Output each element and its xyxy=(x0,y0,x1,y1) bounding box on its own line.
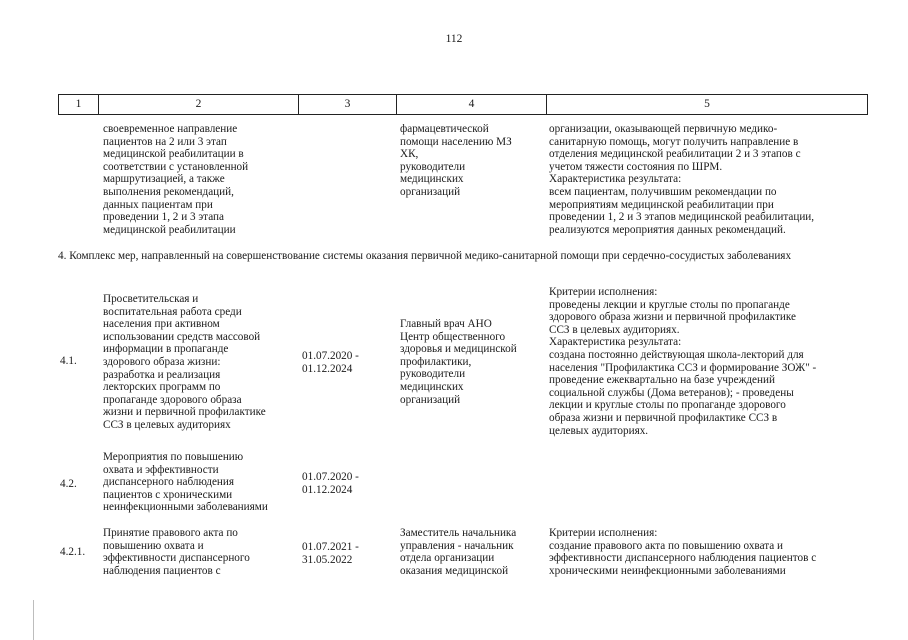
continued-row-col2: своевременное направление пациентов на 2 или 3 этап медицинской реабилитации в соответствии с установленной маршрутизацией, а также выполнения рекомендаций, данных пациентам при проведении 1, 2 и 3 этапа медицинской реабилитации xyxy=(103,123,249,236)
continued-row-col5: организации, оказывающей первичную медико- санитарную помощь, могут получить направление в отделения медицинской реабилитации 2 и 3 этапов с учетом тяжести состояния по ШРМ. Характеристика результата: всем пациентам, получившим рекомендации по мероприятиям медицинской реабилитации при проведении 1, 2 и 3 этапов медицинской реабилитации, реализуются мероприятия данных рекомендаций. xyxy=(549,123,815,236)
column-header-1: 1 xyxy=(59,95,99,115)
row-4-2-1-number: 4.2.1. xyxy=(60,546,86,558)
row-4-1-responsible: Главный врач АНО Центр общественного здоровья и медицинской профилактики, руководители медицинских организаций xyxy=(400,318,517,406)
row-4-2-number: 4.2. xyxy=(60,478,77,490)
row-4-2-1-result: Критерии исполнения: создание правового акта по повышению охвата и эффективности диспансерного наблюдения пациентов с хроническими неинфекционными заболеваниями xyxy=(549,527,817,577)
scan-margin-line xyxy=(33,600,34,640)
page-number: 112 xyxy=(445,33,463,45)
section-heading: 4. Комплекс мер, направленный на совершенствование системы оказания первичной медико-санитарной помощи при сердечно-сосудистых заболеваниях xyxy=(58,250,792,262)
row-4-1-name: Просветительская и воспитательная работа среди населения при активном использовании средств массовой информации в пропаганде здорового образа жизни: разработка и реализация лекторских программ по пропаганде здорового образа жизни и первичной профилактике ССЗ в целевых аудиториях xyxy=(103,293,266,431)
row-4-1-result: Критерии исполнения: проведены лекции и круглые столы по пропаганде здорового образа жизни и первичной профилактике ССЗ в целевых аудиториях. Характеристика результата: создана постоянно действующая школа-лекторий для населения "Профилактика ССЗ и формирование ЗОЖ" - проведение ежеквартально на базе учреждений социальной службы (Дома ветеранов); - проведены лекции и круглые столы по пропаганде здорового образа жизни и первичной профилактике ССЗ в целевых аудиториях. xyxy=(549,286,817,437)
column-header-5: 5 xyxy=(547,95,868,115)
row-4-2-1-responsible: Заместитель начальника управления - начальник отдела организации оказания медицинской xyxy=(400,527,517,577)
row-4-1-dates: 01.07.2020 - 01.12.2024 xyxy=(302,350,359,375)
row-4-2-name: Мероприятия по повышению охвата и эффективности диспансерного наблюдения пациентов с хроническими неинфекционными заболеваниями xyxy=(103,451,268,514)
row-4-2-dates: 01.07.2020 - 01.12.2024 xyxy=(302,471,359,496)
column-header-4: 4 xyxy=(397,95,547,115)
row-4-1-number: 4.1. xyxy=(60,355,77,367)
column-header-2: 2 xyxy=(99,95,299,115)
row-4-2-1-dates: 01.07.2021 - 31.05.2022 xyxy=(302,541,359,566)
row-4-2-1-name: Принятие правового акта по повышению охвата и эффективности диспансерного наблюдения пациентов с xyxy=(103,527,250,577)
continued-row-col4: фармацевтической помощи населению МЗ ХК, руководители медицинских организаций xyxy=(400,123,512,198)
column-header-3: 3 xyxy=(299,95,397,115)
table-header-row xyxy=(58,94,868,115)
